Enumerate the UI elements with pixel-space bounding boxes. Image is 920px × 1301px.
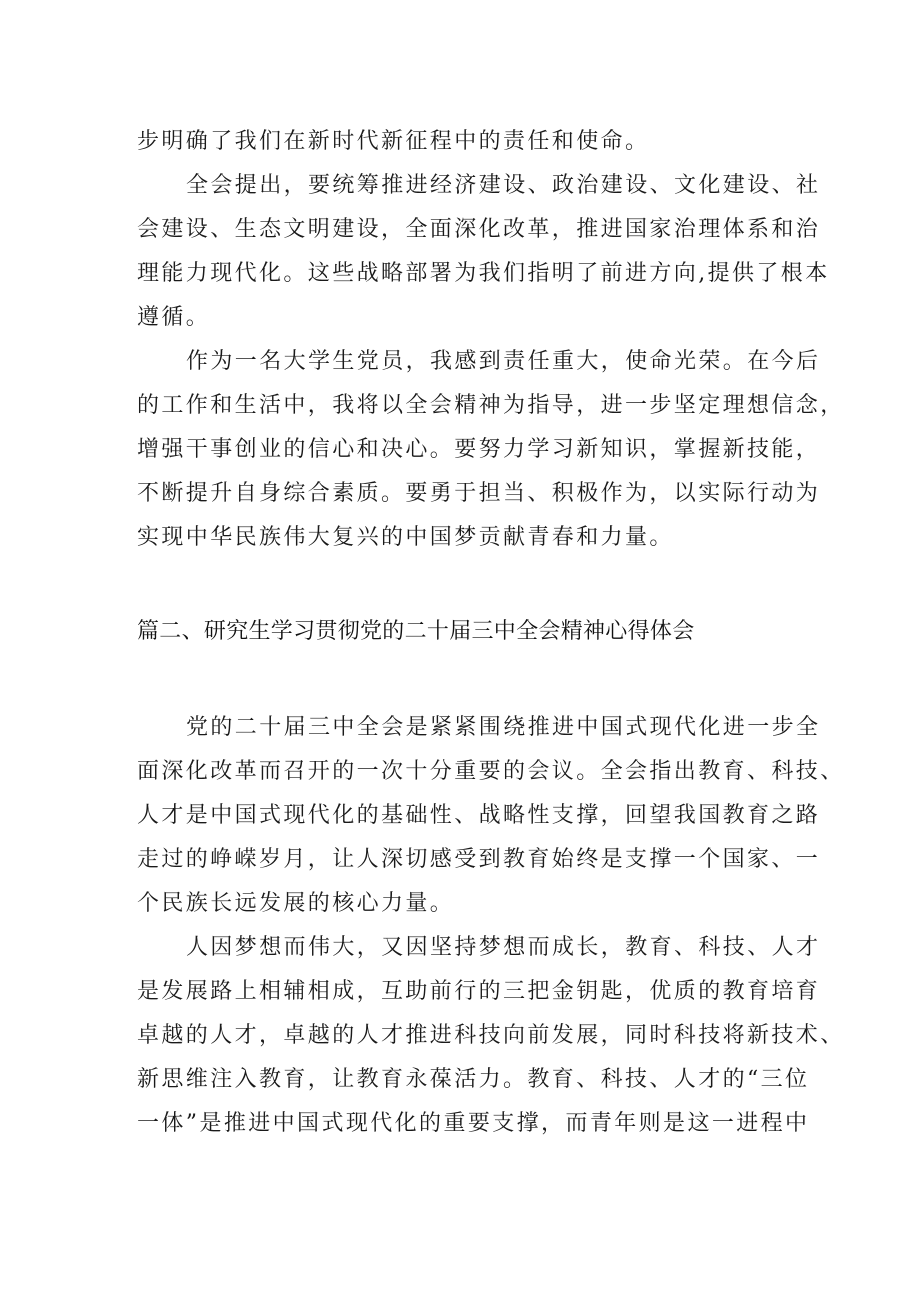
paragraph-line: 一体”是推进中国式现代化的重要支撑，而青年则是这一进程中 [137,1111,810,1136]
section-heading: 篇二、研究生学习贯彻党的二十届三中全会精神心得体会 [137,619,695,644]
paragraph-line: 个民族长远发展的核心力量。 [137,891,455,916]
paragraph-line: 人才是中国式现代化的基础性、战略性支撑，回望我国教育之路 [137,803,821,828]
paragraph-line: 党的二十届三中全会是紧紧围绕推进中国式现代化进一步全 [186,715,821,740]
paragraph-line: 新思维注入教育，让教育永葆活力。教育、科技、人才的“三位 [137,1067,810,1092]
paragraph-line: 走过的峥嵘岁月，让人深切感受到教育始终是支撑一个国家、一 [137,847,821,872]
paragraph-line: 不断提升自身综合素质。要勇于担当、积极作为，以实际行动为 [137,481,821,506]
paragraph-line: 遵循。 [137,305,211,330]
paragraph-line: 面深化改革而召开的一次十分重要的会议。全会指出教育、科技、 [137,759,845,784]
paragraph-line: 会建设、生态文明建设，全面深化改革，推进国家治理体系和治 [137,217,821,242]
paragraph-line: 增强干事创业的信心和决心。要努力学习新知识，掌握新技能， [137,437,821,462]
paragraph-line: 步明确了我们在新时代新征程中的责任和使命。 [137,129,650,154]
paragraph-line: 卓越的人才，卓越的人才推进科技向前发展，同时科技将新技术、 [137,1023,845,1048]
paragraph-line: 是发展路上相辅相成，互助前行的三把金钥匙，优质的教育培育 [137,979,821,1004]
paragraph-line: 全会提出，要统筹推进经济建设、政治建设、文化建设、社 [186,173,821,198]
paragraph-line: 人因梦想而伟大，又因坚持梦想而成长，教育、科技、人才 [186,935,821,960]
paragraph-line: 作为一名大学生党员，我感到责任重大，使命光荣。在今后 [186,349,821,374]
paragraph-line: 实现中华民族伟大复兴的中国梦贡献青春和力量。 [137,525,674,550]
paragraph-line: 理能力现代化。这些战略部署为我们指明了前进方向,提供了根本 [137,261,830,286]
paragraph-line: 的工作和生活中，我将以全会精神为指导，进一步坚定理想信念， [137,393,845,418]
